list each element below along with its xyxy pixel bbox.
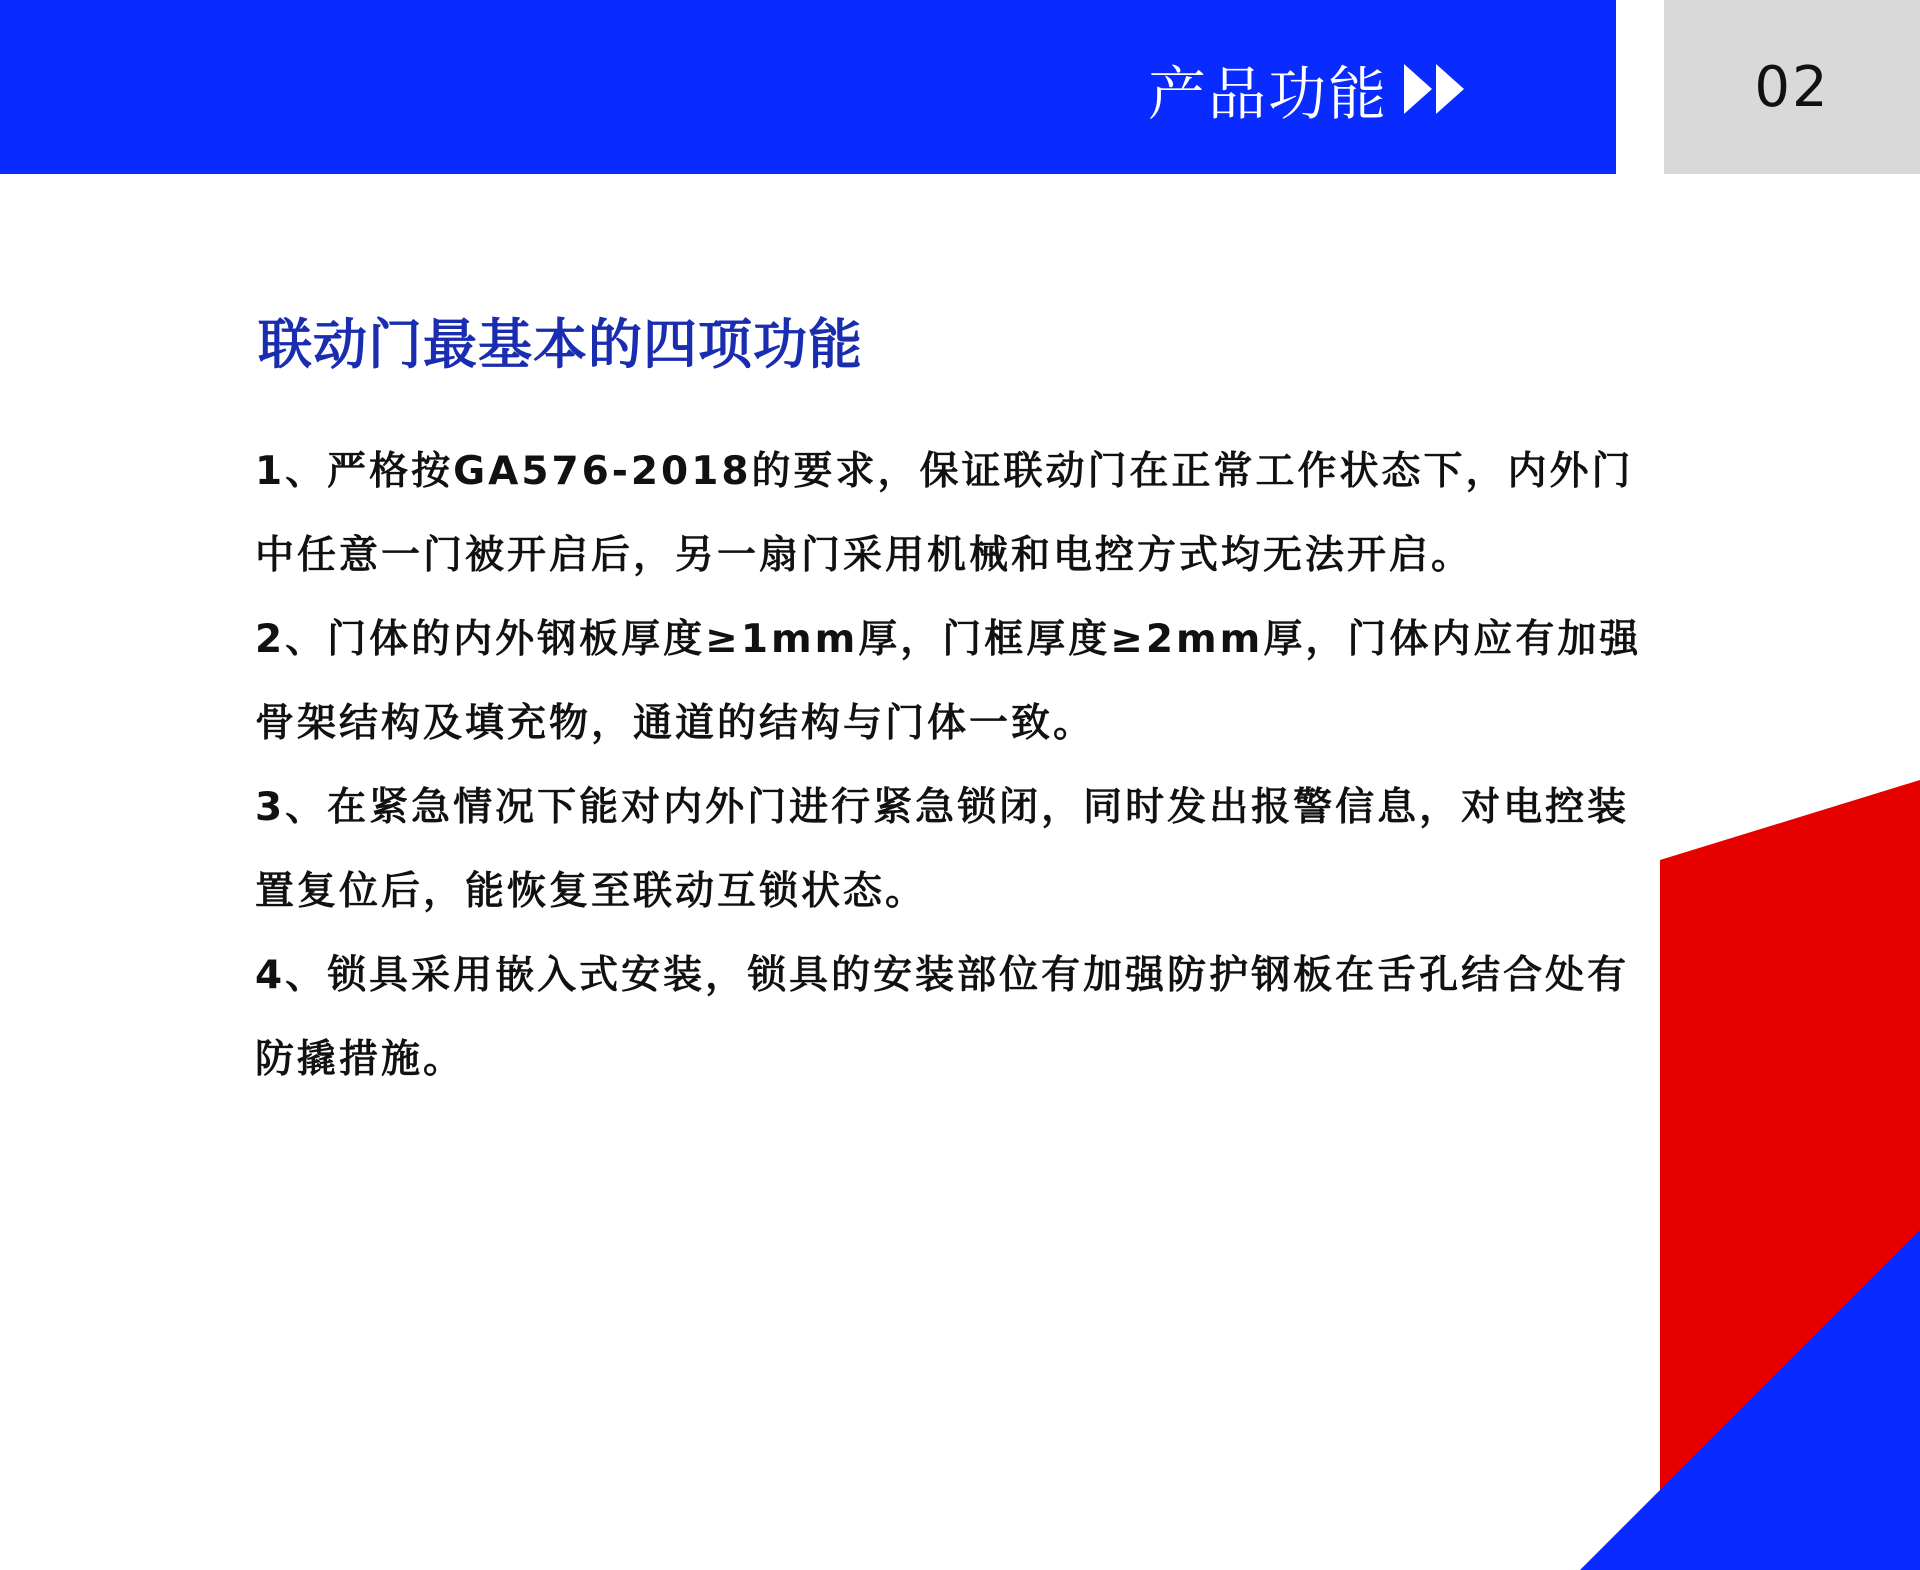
feature-list — [255, 430, 1650, 1102]
corner-decoration — [1580, 780, 1920, 1570]
double-arrow-right-icon — [1402, 62, 1468, 116]
page-number: 02 — [1754, 54, 1830, 120]
feature-item: 4、锁具采用嵌入式安装，锁具的安装部位有加强防护钢板在舌孔结合处有防撬措施。 — [255, 953, 1630, 1082]
feature-item: 2、门体的内外钢板厚度≥1mm厚，门框厚度≥2mm厚，门体内应有加强骨架结构及填充物，通道的结构与门体一致。 — [255, 617, 1642, 746]
section-title — [1148, 48, 1468, 130]
section-title-text: 产品功能 — [1147, 60, 1388, 128]
feature-item: 3、在紧急情况下能对内外门进行紧急锁闭，同时发出报警信息，对电控装置复位后，能恢复至联动互锁状态。 — [255, 785, 1630, 914]
header-bar — [0, 0, 1616, 174]
feature-item: 1、严格按GA576-2018的要求，保证联动门在正常工作状态下，内外门中任意一门被开启后，另一扇门采用机械和电控方式均无法开启。 — [255, 449, 1634, 578]
page-number-badge — [1664, 0, 1920, 174]
content-title: 联动门最基本的四项功能 — [258, 313, 863, 376]
